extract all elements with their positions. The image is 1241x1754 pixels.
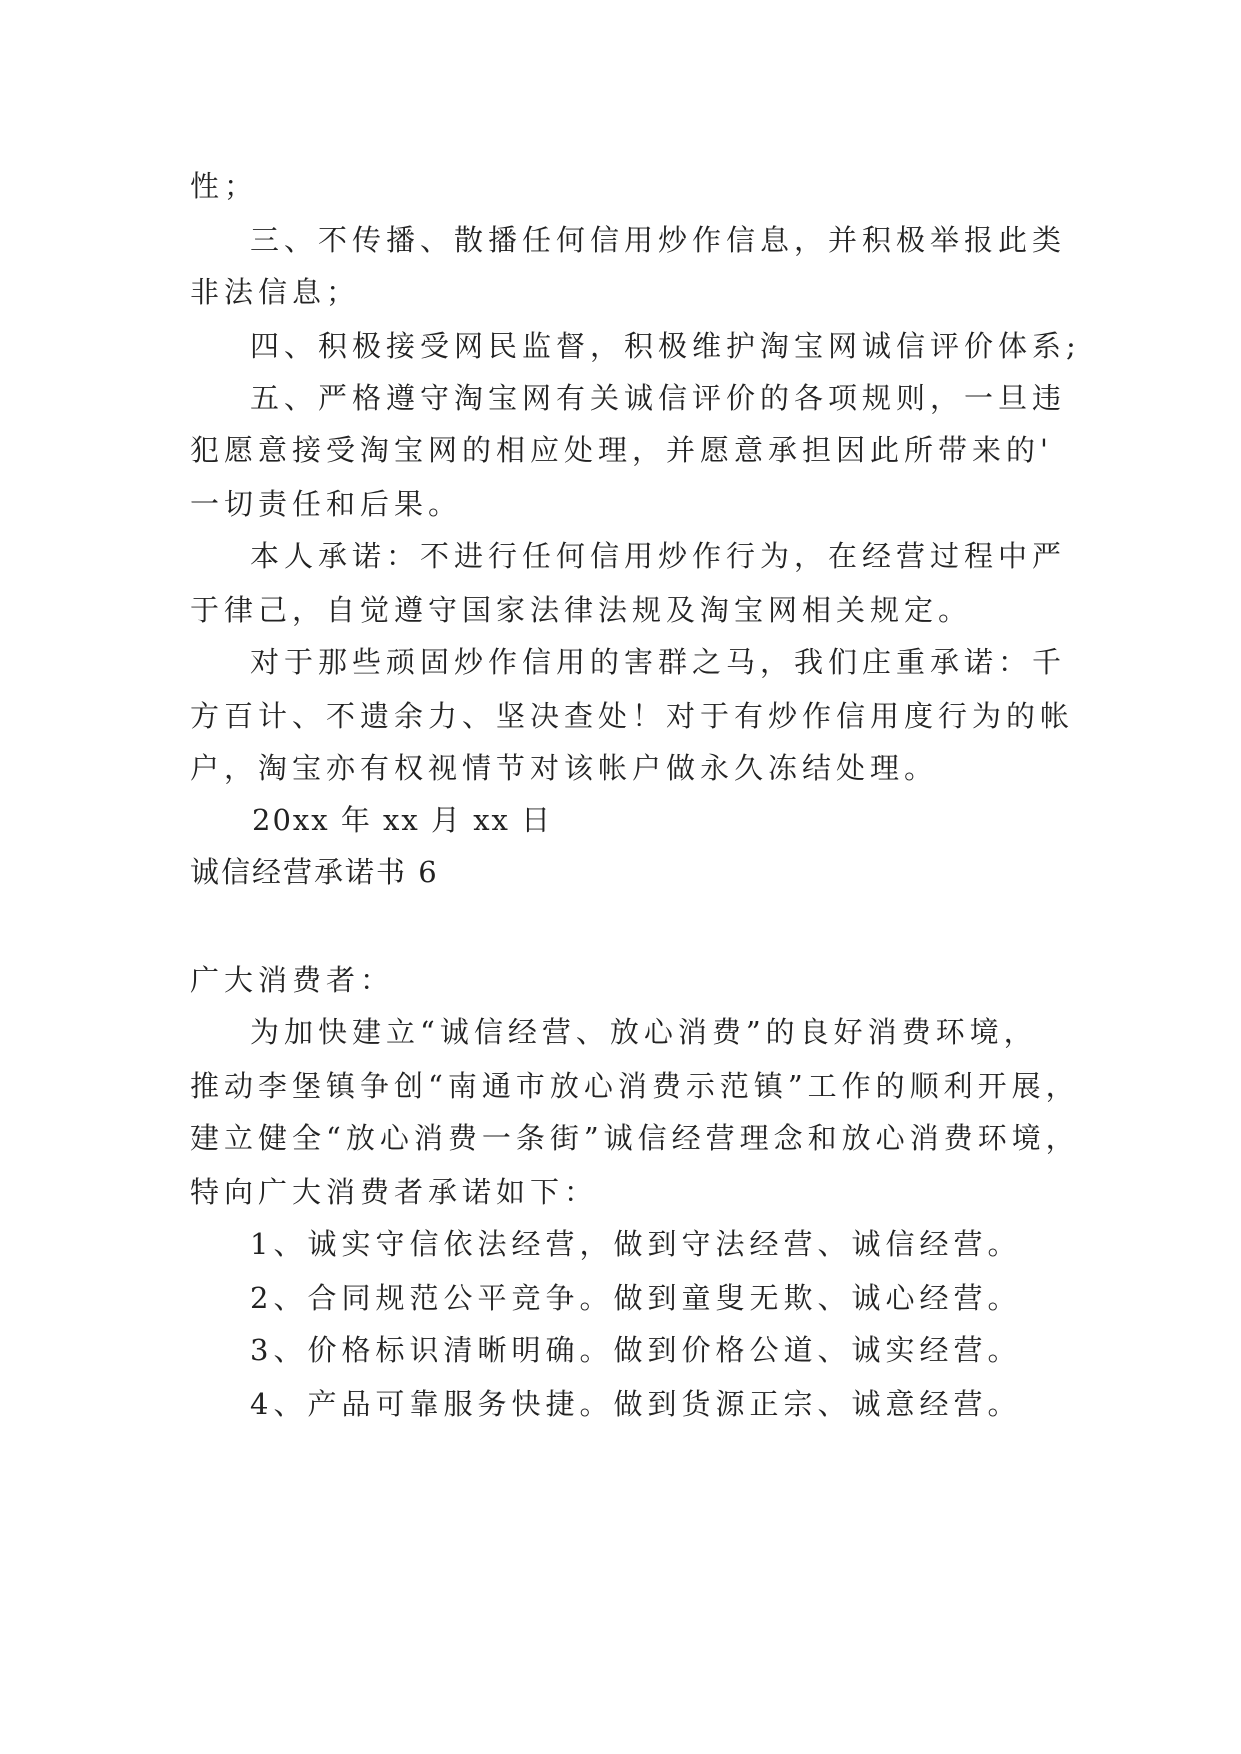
text-line: 本人承诺：不进行任何信用炒作行为，在经营过程中严 (250, 539, 1067, 573)
pledge-item: 3、价格标识清晰明确。做到价格公道、诚实经营。 (250, 1333, 1022, 1367)
text-line: 为加快建立“诚信经营、放心消费”的良好消费环境， (250, 1015, 1038, 1049)
text-line: 一切责任和后果。 (190, 487, 463, 521)
salutation: 广大消费者： (190, 963, 395, 997)
text-line: 犯愿意接受淘宝网的相应处理，并愿意承担因此所带来的' (190, 433, 1053, 467)
text-line: 方百计、不遗余力、坚决查处！对于有炒作信用度行为的帐 (190, 699, 1075, 733)
text-line: 建立健全“放心消费一条街”诚信经营理念和放心消费环境， (190, 1121, 1080, 1155)
text-line: 于律己，自觉遵守国家法律法规及淘宝网相关规定。 (190, 593, 973, 627)
text-line: 非法信息； (190, 275, 361, 309)
text-line: 户，淘宝亦有权视情节对该帐户做永久冻结处理。 (190, 751, 939, 785)
text-line: 性； (190, 169, 259, 203)
text-line: 特向广大消费者承诺如下： (190, 1175, 599, 1209)
text-line: 推动李堡镇争创“南通市放心消费示范镇”工作的顺利开展， (190, 1069, 1080, 1103)
text-line: 四、积极接受网民监督，积极维护淘宝网诚信评价体系; (250, 329, 1081, 363)
text-line: 五、严格遵守淘宝网有关诚信评价的各项规则，一旦违 (250, 381, 1067, 415)
document-date: 20xx 年 xx 月 xx 日 (252, 803, 553, 837)
section-title: 诚信经营承诺书 6 (190, 855, 439, 889)
pledge-item: 4、产品可靠服务快捷。做到货源正宗、诚意经营。 (250, 1387, 1022, 1421)
text-line: 三、不传播、散播任何信用炒作信息，并积极举报此类 (250, 223, 1067, 257)
pledge-item: 2、合同规范公平竞争。做到童叟无欺、诚心经营。 (250, 1281, 1022, 1315)
text-line: 对于那些顽固炒作信用的害群之马，我们庄重承诺：千 (250, 645, 1067, 679)
pledge-item: 1、诚实守信依法经营，做到守法经营、诚信经营。 (250, 1227, 1022, 1261)
